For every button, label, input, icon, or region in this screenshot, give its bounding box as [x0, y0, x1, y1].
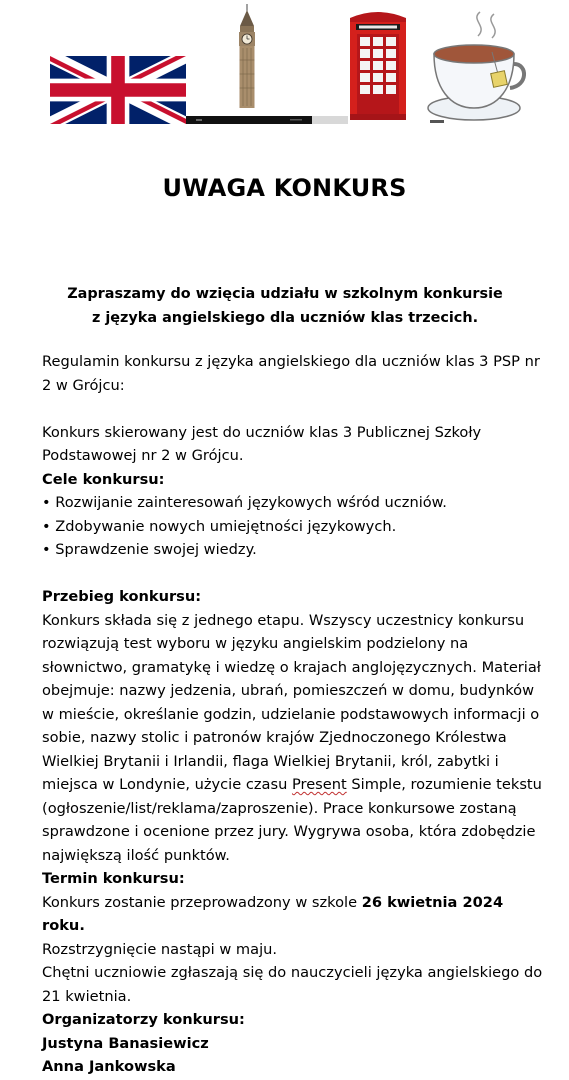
phone-booth-icon — [346, 6, 410, 120]
organizers-heading: Organizatorzy konkursu: — [42, 1011, 245, 1028]
union-jack-icon — [50, 56, 186, 124]
invitation-line-1: Zapraszamy do wzięcia udziału w szkolnym konkursie — [67, 286, 503, 302]
header-illustrations — [0, 0, 569, 130]
invitation-text — [40, 282, 530, 330]
decorative-mark — [430, 120, 444, 123]
rules-body — [42, 350, 547, 1079]
goals-heading: Cele konkursu: — [42, 470, 165, 488]
goal-item: • Sprawdzenie swojej wiedzy. — [42, 541, 257, 558]
term-signup: Chętni uczniowie zgłaszają się do nauczycieli języka angielskiego do 21 kwietnia. — [42, 964, 543, 1005]
term-text: Konkurs zostanie przeprowadzony w szkole — [42, 893, 362, 911]
term-date-line — [42, 891, 547, 938]
course-description — [42, 609, 547, 868]
organizer-name: Justyna Banasiewicz — [42, 1034, 209, 1052]
term-date: 26 kwietnia 2024 roku. — [42, 893, 504, 934]
ground-strip — [186, 116, 348, 124]
course-heading: Przebieg konkursu: — [42, 588, 202, 605]
teacup-icon — [422, 8, 532, 126]
term-resolution: Rozstrzygnięcie nastąpi w maju. — [42, 940, 278, 958]
invitation-line-2: z języka angielskiego dla uczniów klas trzecich. — [91, 310, 479, 326]
course-text: Konkurs składa się z jednego etapu. Wszyscy uczestnicy konkursu rozwiązują test wyboru w języku angielskim podzielony na słownictwo, gramatykę i wiedzę o krajach anglojęzycznych. Materiał obejmuje: nazwy jedzenia, ubrań, pomieszczeń w domu, budynków w mieście, określanie godzin, udzielanie podstawowych informacji o sobie, nazwy stolic i patronów krajów Zjednoczonego Królestwa Wielkiej Brytanii i Irlandii, flaga Wielkiej Brytanii, król, zabytki i miejsca w Londynie, użycie czasu — [42, 611, 541, 793]
course-text: Simple, rozumienie tekstu (ogłoszenie/list/reklama/zaproszenie). Prace konkursowe zostaną sprawdzone i ocenione przez jury. Wygrywa osoba, która zdobędzie największą ilość punktów. — [42, 776, 542, 864]
big-ben-icon — [234, 4, 260, 108]
goal-item: • Zdobywanie nowych umiejętności językowych. — [42, 517, 397, 535]
spellcheck-word: Present — [291, 776, 347, 793]
page-title: UWAGA KONKURS — [162, 174, 407, 202]
rules-intro: Regulamin konkursu z języka angielskiego dla uczniów klas 3 PSP nr 2 w Grójcu: — [42, 353, 540, 394]
organizer-name: Anna Jankowska — [42, 1058, 176, 1075]
target-audience: Konkurs skierowany jest do uczniów klas 3 Publicznej Szkoły Podstawowej nr 2 w Grójcu. — [42, 423, 482, 464]
goal-item: • Rozwijanie zainteresowań językowych wśród uczniów. — [42, 494, 447, 511]
term-heading: Termin konkursu: — [42, 870, 185, 887]
